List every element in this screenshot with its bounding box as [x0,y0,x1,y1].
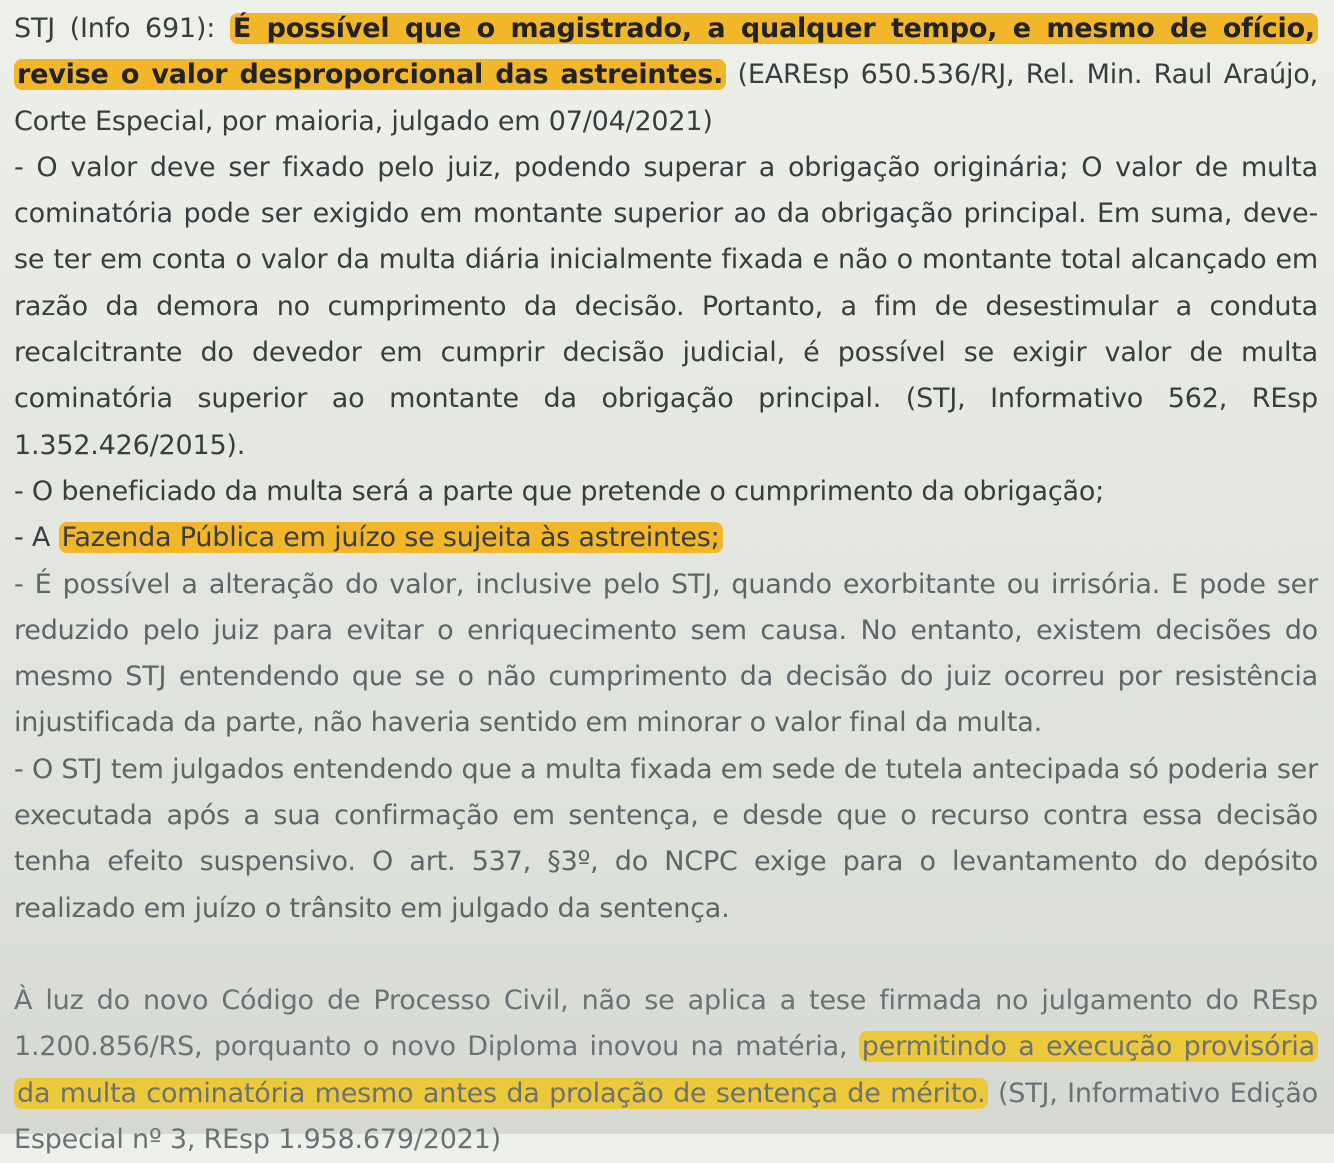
paragraph-execucao-provisoria [14,978,1318,1163]
paragraph-beneficiado: - O beneficiado da multa será a parte que pretende o cumprimento da obrigação; [14,475,1105,507]
citation-reference: (EAREsp 650.536/RJ, Rel. Min. Raul Araújo, Corte Especial, por maioria, julgado em 07/04/2021) [14,59,1319,137]
paragraph-info-691 [14,6,1318,145]
paragraph-alteracao-valor: - É possível a alteração do valor, inclusive pelo STJ, quando exorbitante ou irrisória. E pode ser reduzido pelo juiz para evitar o enriquecimento sem causa. No entanto, existem decisões do mesmo STJ entendendo que se o não cumprimento da decisão do juiz ocorreu por resistência injustificada da parte, não haveria sentido em minorar o valor final da multa. [14,568,1318,739]
paragraph-spacer [14,932,1318,978]
bullet-prefix: - A [14,522,59,554]
informativo-reference: (STJ, Informativo Edição Especial nº 3, REsp 1.958.679/2021) [14,1077,1318,1155]
ncpc-text: À luz do novo Código de Processo Civil, não se aplica a tese firmada no julgamento do REsp 1.200.856/RS, porquanto o novo Diploma inovou na matéria, [14,984,1318,1063]
highlighted-fazenda: Fazenda Pública em juízo se sujeita às astreintes; [59,522,723,553]
highlighted-execucao: permitindo a execução provisória da multa cominatória mesmo antes da prolação de sentença de mérito. [14,1031,1318,1108]
paragraph-fazenda-publica [14,515,1318,561]
paragraph-tutela-antecipada: - O STJ tem julgados entendendo que a multa fixada em sede de tutela antecipada só poderia ser executada após a sua confirmação em sentença, e desde que o recurso contra essa decisão tenha efeito suspensivo. O art. 537, §3º, do NCPC exige para o levantamento do depósito realizado em juízo o trânsito em julgado da sentença. [14,753,1318,924]
document-body [14,6,1318,1163]
highlighted-thesis: É possível que o magistrado, a qualquer tempo, e mesmo de ofício, revise o valor desproporcional das astreintes. [14,13,1318,90]
paragraph-valor-multa: - O valor deve ser fixado pelo juiz, podendo superar a obrigação originária; O valor de multa cominatória pode ser exigido em montante superior ao da obrigação principal. Em suma, deve-se ter em conta o valor da multa diária inicialmente fixada e não o montante total alcançado em razão da demora no cumprimento da decisão. Portanto, a fim de desestimular a conduta recalcitrante do devedor em cumprir decisão judicial, é possível se exigir valor de multa cominatória superior ao montante da obrigação principal. (STJ, Informativo 562, REsp 1.352.426/2015). [14,151,1318,461]
citation-prefix: STJ (Info 691): [14,13,230,44]
